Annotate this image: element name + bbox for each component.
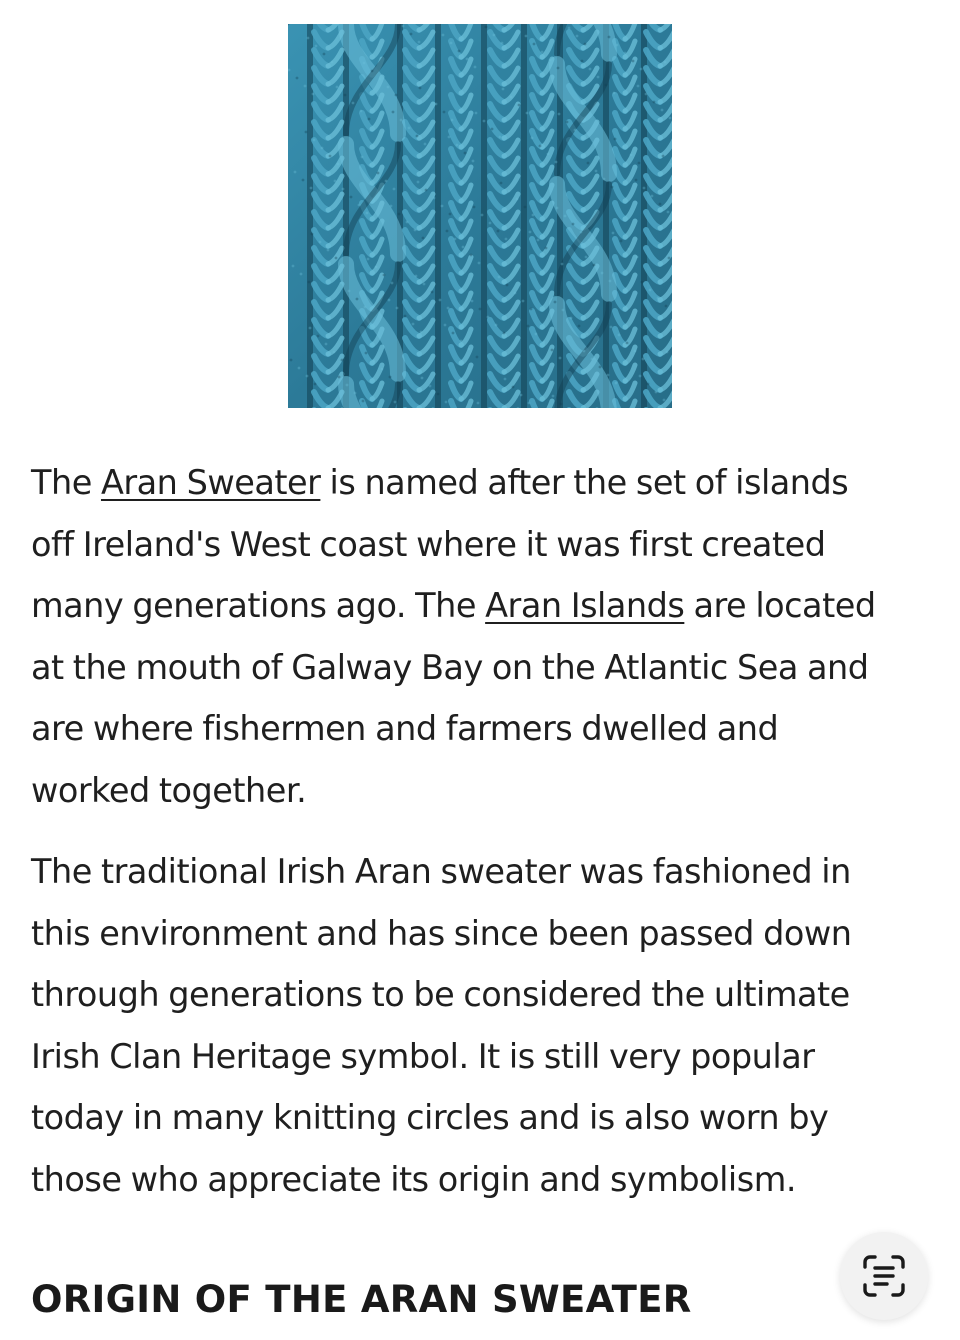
heritage-paragraph: [31, 841, 931, 1210]
text-line: are where fishermen and farmers dwelled and: [31, 709, 779, 748]
intro-paragraph: [31, 452, 931, 821]
text-line: Irish Clan Heritage symbol. It is still very popular: [31, 1036, 815, 1076]
aran-islands-link[interactable]: Aran Islands: [485, 586, 685, 625]
text-line: many generations ago. The Aran Islands are located: [31, 586, 876, 625]
text-line: The traditional Irish Aran sweater was fashioned in: [31, 852, 851, 891]
text-line: those who appreciate its origin and symbolism.: [31, 1159, 796, 1199]
text-line: off Ireland's West coast where it was first created: [31, 524, 826, 564]
aran-sweater-link[interactable]: Aran Sweater: [100, 463, 321, 502]
text-line: today in many knitting circles and is also worn by: [31, 1098, 829, 1137]
live-text-button[interactable]: [840, 1232, 928, 1320]
text-line: at the mouth of Galway Bay on the Atlantic Sea and: [31, 647, 869, 687]
text-line: worked together.: [31, 770, 307, 810]
section-heading: ORIGIN OF THE ARAN SWEATER: [31, 1278, 692, 1321]
text-line: this environment and has since been passed down: [31, 913, 852, 953]
aran-knit-photo: [288, 24, 672, 408]
text-line: through generations to be considered the ultimate: [31, 975, 850, 1014]
article-body: [31, 452, 931, 1230]
text-line: The Aran Sweater is named after the set of islands: [31, 463, 849, 502]
text-scan-icon: [861, 1253, 907, 1299]
